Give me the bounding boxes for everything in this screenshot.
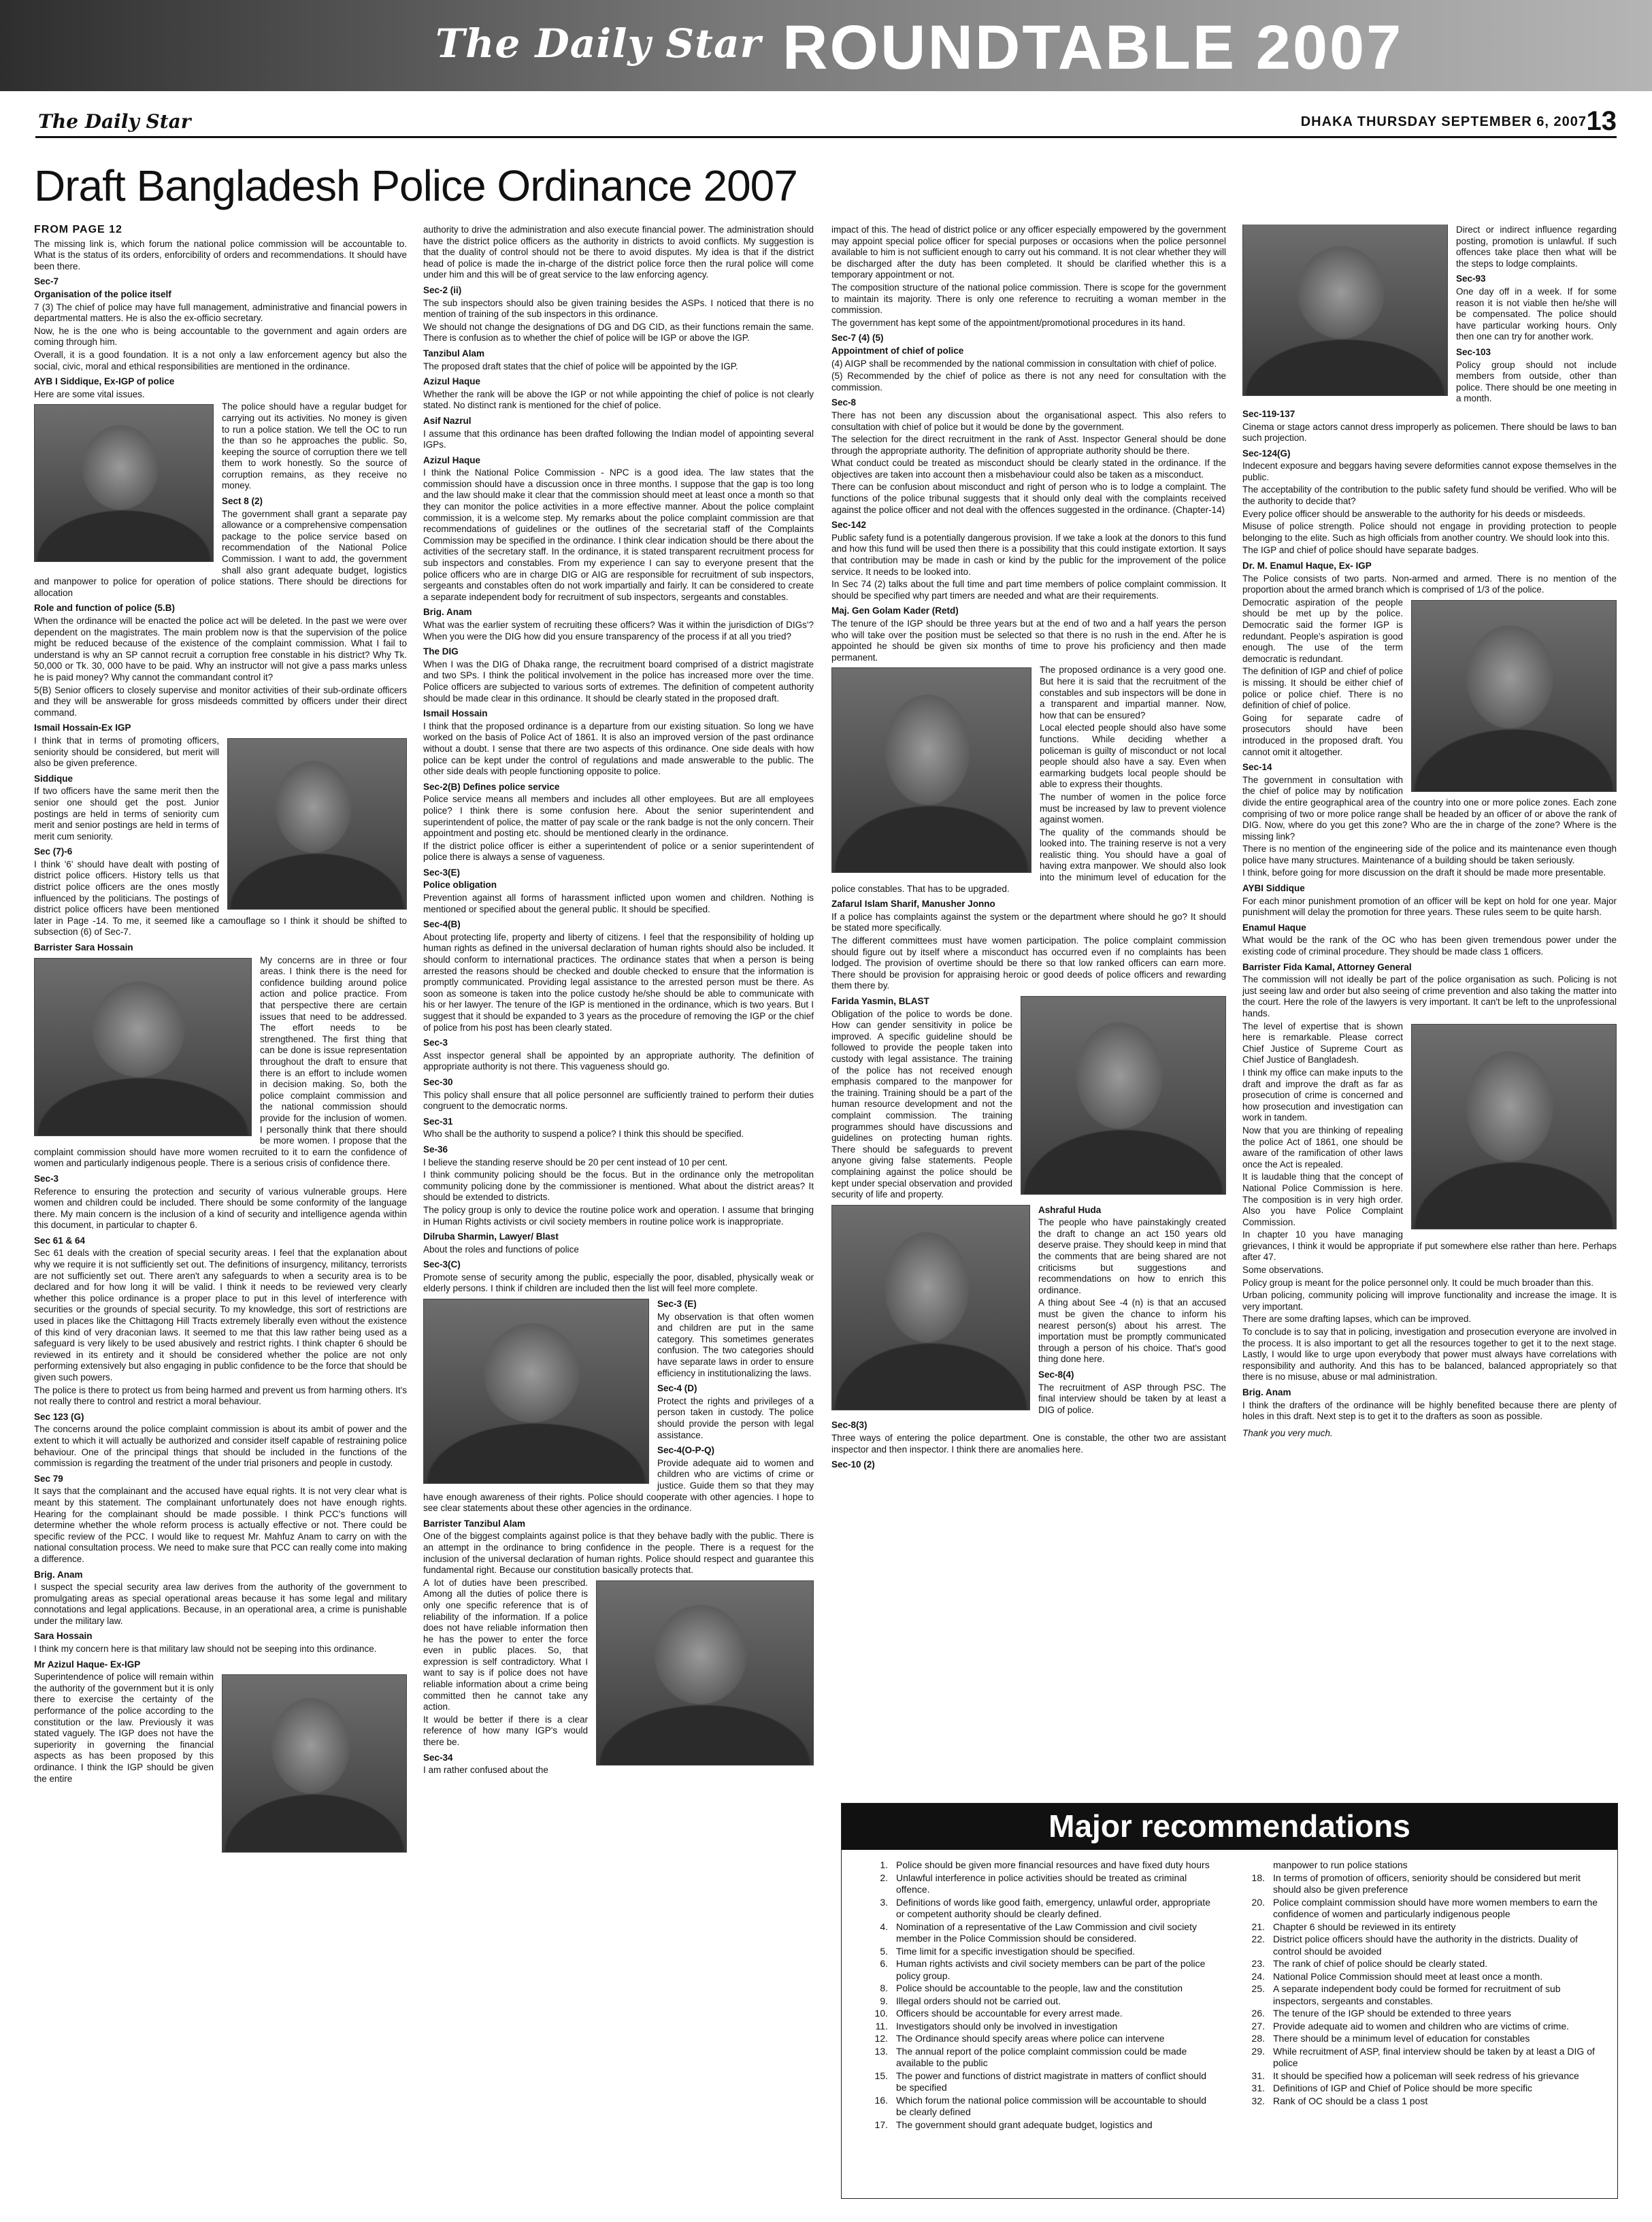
recommendation-item <box>858 2095 1219 2119</box>
paragraph: When I was the DIG of Dhaka range, the recruitment board comprised of a district magistrate and two SPs. I think the political involvement in the police has increased more over the time. Police officers are subjected to various sorts of extremes. The definition of competent authority should be made clear in this ordinance. It should be clearly stated in the proposed draft. <box>423 659 814 703</box>
recommendation-text: Police should be accountable to the people, law and the constitution <box>896 1983 1183 1993</box>
recommendation-item <box>858 2070 1219 2094</box>
recommendation-item <box>858 1872 1219 1896</box>
section-heading: Role and function of police (5.B) <box>34 603 175 614</box>
recommendation-text: The tenure of the IGP should be extended to three years <box>1273 2008 1511 2019</box>
speaker-name: Dilruba Sharmin, Lawyer/ Blast <box>423 1231 559 1242</box>
paragraph: The acceptability of the contribution to the public safety fund should be verified. Who will be the authority to decide that? <box>1242 484 1617 507</box>
speaker-photo <box>423 1299 649 1484</box>
paragraph: The people who have painstakingly created the draft to change an act 150 years old deserve praise. They should keep in mind that the comments that are being shared are not criticisms but suggestions and recommendations on how to enrich this ordinance. <box>1038 1217 1226 1295</box>
paragraph: The government shall grant a separate pay allowance or a comprehensive compensation package to the police service based on recommendation of the National Police Commission. I want to add, the government shall also grant adequate budget, logistics and manpower to police for operation of police stations. There should be directions for allocation <box>34 508 407 598</box>
speaker-name: Brig. Anam <box>423 607 472 618</box>
recommendation-text: Unlawful interference in police activities should be treated as criminal offence. <box>896 1872 1187 1895</box>
recommendation-number: 12. <box>874 2033 888 2044</box>
section-heading: Sec-14 <box>1242 762 1272 773</box>
recommendation-number: 4. <box>880 1921 888 1932</box>
speaker-name: Tanzibul Alam <box>423 348 485 359</box>
paragraph: The proposed ordinance is a very good one. But here it is said that the recruitment of the constables and sub inspectors will be done in a transparent and impartial manner. Now, how that can be ensured? <box>1040 665 1226 720</box>
recommendation-text: It should be specified how a policeman will seek redress of his grievance <box>1273 2070 1579 2081</box>
section-heading: Sec-8(4) <box>1038 1370 1074 1380</box>
recommendation-item <box>1235 1934 1602 1957</box>
paragraph: Now that you are thinking of repealing the police Act of 1861, one should be aware of the ramification of other laws once the Act is repealed. <box>1242 1125 1403 1170</box>
paragraph: The commission will not ideally be part of the police organisation as such. Policing is not just seeing law and order but also seeing of crime prevention and also taking the matter into the court. Here the role of the lawyers is very important. It can't be left to the unprofessional hands. <box>1242 974 1617 1018</box>
recommendation-item <box>1235 2070 1602 2083</box>
speaker-name: Ismail Hossain-Ex IGP <box>34 723 131 733</box>
paragraph: One day off in a week. If for some reason it is not viable then he/she will be compensated. The police should have particular working hours. Only then one can try for another work. <box>1456 286 1617 342</box>
recommendation-text: Police complaint commission should have more women members to earn the confidence of women and particularly indigenous people <box>1273 1896 1598 1919</box>
paragraph: The concerns around the police complaint commission is about its ambit of power and the extent to which it will actually be authorized and consider itself capable of restraining police behaviour. One of the principal things that should be included in the functions of the commission is regarding the treatment of the under trial prisoners and people in custody. <box>34 1424 407 1469</box>
recommendation-number: 23. <box>1251 1958 1265 1969</box>
section-heading: Sec 123 (G) <box>34 1411 84 1422</box>
recommendation-item <box>858 1946 1219 1958</box>
speaker-name: Dr. M. Enamul Haque, Ex- IGP <box>1242 561 1372 571</box>
paragraph: When the ordinance will be enacted the police act will be deleted. In the past we were over dependent on the magistrates. The main problem now is that the supervision of the police might be reduced because of the existence of the complaint commission. What I fail to understand is why an SP cannot recruit a corruption free constable in his district? Why Tk. 50,000 or Tk. 30, 000 have to be paid. Why an instructor will not give a pass marks unless he is paid money? Why cannot the commandant control it? <box>34 616 407 682</box>
section-heading: Sec-8(3) <box>831 1420 868 1431</box>
recommendation-item <box>858 1983 1219 1995</box>
speaker-photo <box>1411 600 1617 792</box>
paragraph: Sec 61 deals with the creation of special security areas. I feel that the explanation about why we require it is not sufficiently set out. The definitions of insurgency, militancy, terrorists are not sufficiently set out. There aren't any safeguards to when a security area is to be declared and for how long it will be valid. I think it needs to be reviewed very clearly whether this police ordinance is a proper place to put in this level of interference with securities or the grounds of special security. To my knowledge, this sort of restrictions are used in places like the Chittagong Hill Tracts extremely liberally even without the existence of this kind of very draconian laws. It seemed to me that this law rather being used as a safeguard is very likely to be used abusively and restrict rights. I think chapter 6 should be reviewed in its entirety and it should be considered whether the police are not only performing extensively but also engaging in public confidence to be the force that should be given such powers. <box>34 1248 407 1382</box>
paragraph: Every police officer should be answerable to the authority for his deeds or misdeeds. <box>1242 508 1586 519</box>
paragraph: Going for separate cadre of prosecutors should have been introduced in the proposed draft. You cannot omit it altogether. <box>1242 712 1403 757</box>
paragraph: (4) AIGP shall be recommended by the national commission in consultation with chief of police. <box>831 358 1217 369</box>
speaker-name: AYBI Siddique <box>1242 883 1305 894</box>
speaker-name: Ashraful Huda <box>1038 1204 1102 1215</box>
recommendations-title: Major recommendations <box>842 1804 1617 1850</box>
paragraph: There can be confusion about misconduct and right of person who is to lodge a complaint. The functions of the police tribunal suggests that it should only deal with the complaints received against the police officer and not deal with the offences suggested in the ordinance. (Chapter-14) <box>831 482 1226 515</box>
recommendation-number: 20. <box>1251 1896 1265 1908</box>
recommendation-number: 18. <box>1251 1872 1265 1883</box>
recommendation-item <box>858 1995 1219 2008</box>
article-headline: Draft Bangladesh Police Ordinance 2007 <box>34 161 797 210</box>
recommendation-number: 31. <box>1251 2083 1265 2093</box>
section-heading: Sec (7)-6 <box>34 846 73 857</box>
recommendation-number: 10. <box>874 2008 888 2019</box>
recommendation-text: Which forum the national police commission will be accountable to should be clearly defined <box>896 2094 1207 2117</box>
section-heading: Sec-142 <box>831 520 867 531</box>
paragraph: Protect the rights and privileges of a person taken in custody. The police should provide the person with legal assistance. <box>657 1395 814 1440</box>
recommendation-number: 9. <box>880 1995 888 2006</box>
section-heading: Sec-30 <box>423 1076 453 1087</box>
paragraph: Provide adequate aid to women and children who are victims of crime or justice. Guide them so that they may have enough awareness of their rights. Police should cooperate with other agencies. I hope to see clear statements about these other agencies in the ordinance. <box>423 1457 814 1514</box>
page-number: 13 <box>1586 106 1617 136</box>
paragraph: It says that the complainant and the accused have equal rights. It is not very clear what is meant by this statement. The complainant unfortunately does not have enough rights. Hearing for the complainant should be made possible. I think PCC's functions will determine whether the whole reform process is actually effective or not. There could be specific review of the PCC. I would like to request Mr. Mahfuz Anam to carry on with the national consultation process. We need to make sure that PCC can really come into making a difference. <box>34 1486 407 1564</box>
paragraph: (5) Recommended by the chief of police as there is not any need for consultation with the commission. <box>831 371 1226 393</box>
speaker-name: Mr Azizul Haque- Ex-IGP <box>34 1659 141 1670</box>
section-heading: Sec-3(E) <box>423 867 461 878</box>
section-heading: Se-36 <box>423 1144 448 1155</box>
paragraph: Some observations. <box>1242 1265 1324 1276</box>
recommendation-item <box>1235 1859 1602 1872</box>
paragraph: One of the biggest complaints against police is that they behave badly with the public. There is an attempt in the ordinance to bring confidence in the people. There is a request for the inclusion of the universal declaration of human rights. Police should respect and guarantee this fundamental right. Because our constitution basically protects that. <box>423 1531 814 1576</box>
paragraph: A thing about See -4 (n) is that an accused must be given the chance to inform his nearest person(s) about his arrest. The importation must be promptly communicated through a person of his choice. That's good thing done here. <box>1038 1297 1226 1365</box>
section-heading: Sec-4 (D) <box>657 1383 697 1394</box>
section-heading: Sec-103 <box>1456 346 1491 357</box>
recommendation-number: 11. <box>875 2020 888 2032</box>
small-newspaper-logo: The Daily Star <box>38 110 191 133</box>
section-heading: Sec 61 & 64 <box>34 1235 86 1246</box>
article-column-3 <box>831 225 1226 1789</box>
recommendation-item <box>858 2119 1219 2132</box>
paragraph: The IGP and chief of police should have separate badges. <box>1242 545 1479 556</box>
recommendation-text: Provide adequate aid to women and children who are victims of crime. <box>1273 2020 1569 2032</box>
paragraph: I think the National Police Commission - NPC is a good idea. The law states that the commission should have a discussion once in three months. I suppose that the gap is too long and the law should make it clear that the commission should meet at least once a month so that they can monitor the police activities in a more effective manner. About the police complaint commission, it is a welcome step. My remarks about the police complaint commission are that recommendations of guidelines or the outlines of the secretarial staff of the Complaints Commission may be specified in the ordinance. I think clear indication should be there about the activities of the secretary staff. In the ordinance, it is stated transparent recruitment process for sub inspectors and constables. From my experience I can say to everyone present that the police officers who are in charge DIG or AIG are responsible for recruitment of sub inspectors, sergeants and constables often do not work impartially and fairly. It can be considered to create a separate independent body for recruitment of sub inspectors, sergeants and constables. <box>423 467 814 602</box>
recommendation-text: The rank of chief of police should be clearly stated. <box>1273 1958 1488 1969</box>
paragraph: The level of expertise that is shown here is remarkable. Please correct Chief Justice of Supreme Court as Chief Justice of Bangladesh. <box>1242 1021 1403 1065</box>
paragraph: The selection for the direct recruitment in the rank of Asst. Inspector General should be done through the appropriate authority. The definition of appropriate authority should be there. <box>831 434 1226 456</box>
recommendation-text: Illegal orders should not be carried out. <box>896 1995 1061 2006</box>
paragraph: Superintendence of police will remain within the authority of the government but it is only there to exercise the certainty of the performance of the police according to the constitution or the law. Previously it was stated vaguely. The IGP does not have the superiority in governing the financial aspects as has been proposed by this ordinance. I think the IGP should be given the entire <box>34 1672 214 1784</box>
speaker-photo <box>227 738 407 910</box>
page-header-bar <box>35 106 1617 138</box>
recommendation-number: 21. <box>1251 1921 1265 1932</box>
paragraph: My observation is that often women and children are put in the same category. This sometimes generates confusion. The two categories should have separate laws in order to ensure efficiency in institutionalizing the laws. <box>657 1311 814 1378</box>
speaker-name: Sara Hossain <box>34 1631 93 1642</box>
paragraph: 5(B) Senior officers to closely supervise and monitor activities of their sub-ordinate officers and they will be answerable for gross misdeeds committed by officers under their direct command. <box>34 684 407 718</box>
recommendation-item <box>858 2021 1219 2033</box>
recommendation-number: 31. <box>1251 2070 1265 2081</box>
paragraph: Police service means all members and includes all other employees. But are all employees police? I think there is some confusion here. About the senior superintendent and superintendent of police, the matter of pay scale or the rank badge is not the only concern. Their appointment and posting etc. should be mentioned clearly in the ordinance. <box>423 794 814 839</box>
recommendation-item <box>1235 2046 1602 2070</box>
section-heading: Sec-2 (ii) <box>423 284 462 295</box>
paragraph: It would be better if there is a clear reference of how many IGP's would there be. <box>423 1714 588 1748</box>
section-heading: Sec-93 <box>1456 273 1486 284</box>
paragraph: The Police consists of two parts. Non-armed and armed. There is no mention of the proportion about the armed branch which is comprised of 1/3 of the police. <box>1242 573 1617 595</box>
paragraph: Now, he is the one who is being accountable to the government and again orders are coming through him. <box>34 325 407 348</box>
speaker-name: AYB I Siddique, Ex-IGP of police <box>34 376 175 387</box>
paragraph: Obligation of the police to words be done. How can gender sensitivity in police be improved. A specific guideline should be followed to provide the people taken into custody with legal assistance. The training of the police has not received enough emphasis compared to the manpower for the training. Training should be a part of the human resource development and not the complaint commission. The training programmes should have discussions and guidelines on protecting human rights. There should be safeguards to prevent anyone giving false statements. People complaining against the police should be kept under special observation and provided security of life and property. <box>831 1008 1012 1200</box>
paragraph: About the roles and functions of police <box>423 1244 579 1255</box>
recommendation-text: Officers should be accountable for every arrest made. <box>896 2008 1123 2019</box>
continuation-label: FROM PAGE 12 <box>34 225 122 235</box>
recommendation-text: The government should grant adequate budget, logistics and <box>896 2119 1153 2130</box>
paragraph: What conduct could be treated as misconduct should be clearly stated in the ordinance. If the objectives are taken into account then a misbehaviour could also be taken as a misconduct. <box>831 458 1226 480</box>
paragraph: The policy group is only to device the routine police work and operation. I assume that bringing in Human Rights activists or civil society members in routine police work is inappropriate. <box>423 1204 814 1227</box>
paragraph: I think my office can make inputs to the draft and improve the draft as far as prosecution of crime is concerned and how prosecution and investigation can work in tandem. <box>1242 1067 1403 1123</box>
recommendation-number: 16. <box>874 2094 888 2106</box>
recommendation-item <box>1235 2021 1602 2033</box>
recommendation-text: In terms of promotion of officers, seniority should be considered but merit should also be given preference <box>1273 1872 1581 1895</box>
section-heading: Sec-2(B) Defines police service <box>423 781 560 792</box>
section-heading: Sec-7 (4) (5) <box>831 333 884 344</box>
paragraph: Local elected people should also have some functions. While deciding whether a policeman is guilty of misconduct or not local people should also have a say. Even when earmarking budgets local people should be able to express their thoughts. <box>1040 723 1226 790</box>
paragraph: I think that the proposed ordinance is a departure from our existing situation. So long we have worked on the basis of Police Act of 1861. It is also an improved version of the past ordinance without a doubt. I sense that there are two aspects of this ordinance. One side deals with how police can be kept under the control of regulations and made answerable to the public. The other side deals with people functioning opposite to police. <box>423 720 814 777</box>
section-heading: Sec-3 <box>34 1173 59 1184</box>
recommendation-item <box>1235 1983 1602 2007</box>
recommendation-text: A separate independent body could be formed for recruitment of sub inspectors, sergeants and constables. <box>1273 1983 1561 2006</box>
speaker-name: Farida Yasmin, BLAST <box>831 996 929 1006</box>
recommendation-text: The Ordinance should specify areas where police can intervene <box>896 2033 1165 2044</box>
paragraph: The quality of the commands should be looked into. The training reserve is not a very realistic thing. You should have a goal of having extra manpower. We should also look into the minimum level of education for the police constables. That has to be upgraded. <box>831 827 1226 894</box>
recommendation-item <box>1235 1921 1602 1934</box>
paragraph: I think community policing should be the focus. But in the ordinance only the metropolitan community policing done by the commissioner is mentioned. What about the district areas? It should be extended to districts. <box>423 1170 814 1203</box>
recommendation-text: Time limit for a specific investigation should be specified. <box>896 1945 1136 1957</box>
recommendation-text: Rank of OC should be a class 1 post <box>1273 2095 1428 2106</box>
paragraph: The composition structure of the national police commission. There is scope for the government to maintain its majority. There is only one reference to recruiting a woman member in the commission. <box>831 282 1226 316</box>
speaker-name: Azizul Haque <box>423 376 481 387</box>
paragraph: In chapter 10 you have managing grievances, I think it would be appropriate if put somewhere else rather than here. Perhaps after 47. <box>1242 1229 1617 1263</box>
paragraph: Democratic aspiration of the people should be met up by the police. Democratic said the former IGP is redundant. People's aspiration is good enough. The use of the term democratic is redundant. <box>1242 597 1403 664</box>
paragraph: I assume that this ordinance has been drafted following the Indian model of appointing several IGPs. <box>423 428 814 450</box>
section-heading: Sec-3 <box>423 1038 448 1048</box>
section-heading: Sec-119-137 <box>1242 408 1295 419</box>
paragraph: The tenure of the IGP should be three years but at the end of two and a half years the person who will take over the position must be selected so that there is no rush in the end. After he is appointed he should be given six months of time to prove his proficiency and then made permanent. <box>831 618 1226 663</box>
recommendation-number: 27. <box>1251 2020 1265 2032</box>
paragraph: Policy group should not include members from outside, other than police. There should be one meeting in a month. <box>1456 359 1617 404</box>
speaker-name: Asif Nazrul <box>423 415 472 426</box>
recommendation-number: 25. <box>1251 1983 1265 1994</box>
paragraph: Policy group is meant for the police personnel only. It could be much broader than this. <box>1242 1277 1594 1288</box>
recommendation-item <box>1235 2008 1602 2020</box>
speaker-name: Enamul Haque <box>1242 922 1306 933</box>
recommendations-list-left <box>858 1859 1219 2132</box>
section-heading: Police obligation <box>423 880 497 891</box>
paragraph: I believe the standing reserve should be 20 per cent instead of 10 per cent. <box>423 1157 728 1167</box>
recommendation-text: Definitions of words like good faith, emergency, unlawful order, appropriate or competent authority should be clearly defined. <box>896 1896 1210 1919</box>
recommendation-item <box>858 1897 1219 1921</box>
section-heading: Sec-124(G) <box>1242 448 1291 459</box>
paragraph: The different committees must have women participation. The police complaint commission should figure out by itself where a misconduct has occurred even if no complaints has been lodged. The provision of overtime should be there so that low ranked officers can earn more. There should be provision for appraising heroic or good deeds of police officers and rewarding them there by. <box>831 935 1226 991</box>
paragraph: I think the drafters of the ordinance will be highly benefited because there are plenty of holes in this draft. Next step is to get it to the drafters as soon as possible. <box>1242 1399 1617 1422</box>
paragraph: If the district police officer is either a superintendent of police or a senior superintendent of police there is always a sense of vagueness. <box>423 840 814 863</box>
speaker-name: Barrister Sara Hossain <box>34 942 133 953</box>
speaker-name: Maj. Gen Golam Kader (Retd) <box>831 606 959 616</box>
section-heading: Organisation of the police itself <box>34 288 171 299</box>
section-heading: Sec 79 <box>34 1473 63 1484</box>
section-heading: Sec-34 <box>423 1752 453 1763</box>
paragraph: If two officers have the same merit then the senior one should get the post. Junior postings are held in terms of seniority cum merit and senior postings are held in terms of merit cum seniority. <box>34 786 219 842</box>
paragraph: It is laudable thing that the concept of National Police Commission is here. The composition is in very high order. Also you have Police Complaint Commission. <box>1242 1172 1403 1227</box>
speaker-name: Ismail Hossain <box>423 708 488 719</box>
recommendation-item <box>858 1859 1219 1872</box>
recommendation-number: 17. <box>874 2119 888 2130</box>
speaker-name: Siddique <box>34 773 73 784</box>
paragraph: Public safety fund is a potentially dangerous provision. If we take a look at the donors to this fund and how this fund will be used then there is a possibility that this could instigate extortion. It says that contribution may be made in cash or kind by the public for the improvement of the police service. It needs to be looked into. <box>831 532 1226 577</box>
paragraph: There is no mention of the engineering side of the police and its maintenance even though police have many structures. Maintenance of a building should be taken seriously. <box>1242 844 1617 865</box>
recommendation-text: While recruitment of ASP, final interview should be taken by at least a DIG of police <box>1273 2045 1595 2068</box>
recommendation-item <box>1235 1897 1602 1921</box>
recommendation-text: Investigators should only be involved in investigation <box>896 2020 1118 2032</box>
paragraph: If a police has complaints against the system or the department where should he go? It should be stated more specifically. <box>831 911 1226 933</box>
paragraph: For each minor punishment promotion of an officer will be kept on hold for one year. Major punishment will delay the promotion for three years. These rules seem to be quite harsh. <box>1242 895 1617 918</box>
recommendation-number: 8. <box>880 1983 888 1993</box>
recommendation-number: 6. <box>880 1958 888 1969</box>
recommendation-number: 1. <box>880 1859 888 1870</box>
recommendation-number: 24. <box>1251 1970 1265 1982</box>
recommendation-item <box>1235 2033 1602 2045</box>
article-column-4 <box>1242 225 1617 1789</box>
section-heading: Sec-3(C) <box>423 1259 461 1270</box>
paragraph: Direct or indirect influence regarding posting, promotion is unlawful. If such offences take place then what will be the steps to lodge complaints. <box>1456 225 1617 269</box>
paragraph: impact of this. The head of district police or any officer especially empowered by the government may appoint special police officer for special purposes or occasions when the police personnel available to him is not sufficient enough to carry out his command. It is not clear whether they will be discharged after the duty has been completed. It should be clarified whether this is a temporary appointment or not. <box>831 225 1226 280</box>
article-column-2 <box>423 225 814 2198</box>
recommendation-text: District police officers should have the authority in the districts. Duality of control should be avoided <box>1273 1934 1578 1957</box>
paragraph: Indecent exposure and beggars having severe deformities cannot expose themselves in the public. <box>1242 461 1617 482</box>
article-column-1 <box>34 225 407 2198</box>
paragraph: We should not change the designations of DG and DG CID, as their functions remain the same. There is confusion as to whether the chief of police will be IGP or above the IGP. <box>423 321 814 344</box>
section-heading: Sec-7 <box>34 276 59 287</box>
speaker-name: Brig. Anam <box>34 1569 83 1580</box>
paragraph: My concerns are in three or four areas. I think there is the need for confidence building around police action and police practice. From that perspective there are certain issues that need to be addressed. The effort needs to be strengthened. The first thing that can be done is issue representation throughout the draft to ensure that there is an effort to include women in decision making. So, both the police complaint commission and the national commission should provide for the inclusion of women. I personally think that there should be more women. I propose that the complaint commission should have more women recruited to it to earn the confidence of women and particularly indigenous people. There is a serious crisis of confidence there. <box>34 955 407 1169</box>
speaker-photo <box>1242 225 1448 396</box>
recommendation-text: The annual report of the police complaint commission could be made available to the public <box>896 2045 1187 2068</box>
speaker-name: Azizul Haque <box>423 454 481 465</box>
recommendation-number: 26. <box>1251 2008 1265 2019</box>
paragraph: I think that in terms of promoting officers, seniority should be considered, but merit will also be given preference. <box>34 735 219 769</box>
section-heading: Sec-8 <box>831 397 857 408</box>
paragraph: To conclude is to say that in policing, investigation and prosecution everyone are involved in the process. It is also important to get all the resources together to get it to the next stage. Lastly, I would like to urge upon everybody that power must always have correlations with responsibility and authority. And this has to be balanced, balanced appropriately so that there is no misuse, abuse or mal administration. <box>1242 1327 1617 1382</box>
paragraph: There has not been any discussion about the organisational aspect. This also refers to consultation with chief of police but it would be done by the government. <box>831 410 1226 432</box>
speaker-photo <box>1021 996 1226 1195</box>
recommendation-text: Chapter 6 should be reviewed in its entirety <box>1273 1921 1456 1932</box>
paragraph: The police should have a regular budget for carrying out its activities. No money is given to run a police station. We tell the OC to run the than so he approaches the public. So, keeping the source of corruption there we tell them to work honestly. So the source of corruption remains, as they receive no money. <box>222 401 407 491</box>
recommendation-text: The power and functions of district magistrate in matters of conflict should be specified <box>896 2070 1206 2093</box>
section-heading: Sec-4(O-P-Q) <box>657 1445 715 1456</box>
paragraph: A lot of duties have been prescribed. Among all the duties of police there is only one specific reference that is of reliability of the information. If a police does not have reliable information then he has the power to enter the force even in public places. So, that expression is self contradictory. What I want to say is if police does not have reliable information about a crime being committed then he cannot take any action. <box>423 1577 588 1712</box>
paragraph: I think, before going for more discussion on the draft it should be made more presentable. <box>1242 867 1606 878</box>
recommendation-number: 15. <box>874 2070 888 2081</box>
recommendation-text: There should be a minimum level of education for constables <box>1273 2033 1530 2044</box>
paragraph: Here are some vital issues. <box>34 388 145 399</box>
paragraph: This policy shall ensure that all police personnel are sufficiently trained to perform their duties congruent to the democratic norms. <box>423 1089 814 1112</box>
paragraph: Promote sense of security among the public, especially the poor, disabled, physically weak or elderly persons. I think if children are included then the list will feel more complete. <box>423 1272 814 1294</box>
paragraph: Misuse of police strength. Police should not engage in providing protection to people belonging to the elite. Such as high officials from another country. We should look into this. <box>1242 521 1617 543</box>
paragraph: Asst inspector general shall be appointed by an appropriate authority. The definition of appropriate authority is not there. This vagueness should go. <box>423 1050 814 1072</box>
paragraph: Overall, it is a good foundation. It is a not only a law enforcement agency but also the social, civic, moral and ethical responsibilities are mentioned in the ordinance. <box>34 349 407 371</box>
paragraph: The recruitment of ASP through PSC. The final interview should be taken by at least a DIG of police. <box>1038 1382 1226 1415</box>
paragraph: About protecting life, property and liberty of citizens. I feel that the responsibility of holding up human rights as defined in the universal declaration of human rights should also be included. It should conform to international practices. The ordinance states that when a person is being arrested the reasons should be checked and double checked to ensure that the information is promptly communicated. Providing legal assistance to the arrested person must be there. As soon as someone is taken into the police custody he/she should be able to communicate with his or her lawyer. The tenure of the IGP is mentioned in the ordinance, which is two years. But I suggest that it should be expanded to 3 years as the procedure of removing the IGP or the chief of police from his post has been clearly stated. <box>423 931 814 1033</box>
recommendation-item <box>858 2008 1219 2020</box>
paragraph: authority to drive the administration and also execute financial power. The administration should have the district police officers as the authority in districts to avoid conflicts. My suggestion is that the duality of control should not be there to avoid disputes. My idea is that if the district head of police is made the in-charge of the district police force then the rural police will come under him and this will be of great service to the law enforcing agency. <box>423 225 814 280</box>
recommendation-text: Definitions of IGP and Chief of Police should be more specific <box>1273 2083 1533 2093</box>
paragraph: Urban policing, community policing will improve functionality and increase the image. It is very important. <box>1242 1290 1617 1312</box>
paragraph: In Sec 74 (2) talks about the full time and part time members of police complaint commission. It should be specified why part timers are needed and what are their requirements. <box>831 579 1226 601</box>
dateline: DHAKA THURSDAY SEPTEMBER 6, 2007 <box>1300 114 1587 129</box>
recommendation-number: 22. <box>1251 1934 1265 1944</box>
section-heading: Sec-31 <box>423 1116 453 1127</box>
speaker-photo <box>34 958 252 1136</box>
recommendation-item <box>858 1921 1219 1945</box>
newspaper-logo: The Daily Star <box>435 20 762 67</box>
speaker-name: Barrister Fida Kamal, Attorney General <box>1242 961 1412 972</box>
paragraph: 7 (3) The chief of police may have full management, administrative and financial powers in departmental matters. He is also the ex-officio secretary. <box>34 301 407 324</box>
recommendation-number: 5. <box>880 1945 888 1957</box>
paragraph: The government has kept some of the appointment/promotional procedures in its hand. <box>831 317 1186 328</box>
speaker-photo <box>831 1205 1030 1410</box>
recommendation-text: manpower to run police stations <box>1273 1859 1408 1870</box>
speaker-photo <box>596 1580 814 1765</box>
paragraph: Cinema or stage actors cannot dress improperly as policemen. There should be laws to ban such projection. <box>1242 421 1617 444</box>
speaker-name: Barrister Tanzibul Alam <box>423 1518 526 1529</box>
speaker-name: The DIG <box>423 646 459 657</box>
section-heading: Sec-4(B) <box>423 919 461 930</box>
speaker-name: Zafarul Islam Sharif, Manusher Jonno <box>831 899 995 910</box>
speaker-photo <box>222 1674 407 1853</box>
recommendation-text: Human rights activists and civil society members can be part of the police policy group. <box>896 1958 1206 1981</box>
recommendation-text: Police should be given more financial resources and have fixed duty hours <box>896 1859 1210 1870</box>
recommendation-item <box>858 1958 1219 1982</box>
paragraph: Who shall be the authority to suspend a police? I think this should be specified. <box>423 1129 744 1140</box>
section-heading: Appointment of chief of police <box>831 345 964 356</box>
recommendation-item <box>1235 1971 1602 1983</box>
speaker-photo <box>831 667 1031 873</box>
recommendation-text: Nomination of a representative of the Law Commission and civil society member in the Police Commission should be considered. <box>896 1921 1197 1944</box>
paragraph: The police is there to protect us from being harmed and prevent us from harming others. It's not really there to control and restrict a moral behaviour. <box>34 1384 407 1407</box>
paragraph: The proposed draft states that the chief of police will be appointed by the IGP. <box>423 361 738 371</box>
recommendation-item <box>1235 1958 1602 1970</box>
paragraph: Whether the rank will be above the IGP or not while appointing the chief of police is not clearly stated. No distinct rank is mentioned for the chief of police. <box>423 388 814 411</box>
speaker-photo <box>1411 1024 1617 1229</box>
paragraph: The definition of IGP and chief of police is missing. It should be either chief of police or police chief. There is no definition of chief of police. <box>1242 666 1403 711</box>
masthead-banner <box>0 0 1652 91</box>
paragraph: I suspect the special security area law derives from the authority of the government to promulgating areas as special operational areas because it has some legal and military connotations and legal applications. Because, in an operational area, a crime is punishable under the military law. <box>34 1582 407 1626</box>
recommendation-number: 32. <box>1251 2095 1265 2106</box>
section-heading: Sec-3 (E) <box>657 1299 697 1310</box>
recommendation-item <box>1235 2083 1602 2095</box>
section-heading: Sec-10 (2) <box>831 1459 875 1470</box>
paragraph: Reference to ensuring the protection and security of various vulnerable groups. Here women and children could be included. There should be some conformity of the language there. My main concern is the inclusion of a kind of security and intelligence agenda within this document, in particular to chapter 6. <box>34 1186 407 1231</box>
recommendations-box <box>841 1803 1618 2199</box>
paragraph: Prevention against all forms of harassment inflicted upon women and children. Nothing is mentioned or specified about the general public. It should be specified. <box>423 893 814 914</box>
paragraph: What would be the rank of the OC who has been given tremendous power under the existing code of criminal procedure. They should be made class 1 officers. <box>1242 935 1617 957</box>
recommendation-item <box>858 2046 1219 2070</box>
paragraph: The government in consultation with the chief of police may by notification divide the entire geographical area of the country into one or more police zones. Each zone comprising of two or more police range shall be headed by an officer of or above the rank of DIG. Now, where do you get this zone? Who are the in charge of the zone? Where is the missing link? <box>1242 774 1617 842</box>
recommendation-number: 3. <box>880 1896 888 1908</box>
paragraph: Three ways of entering the police department. One is constable, the other two are assistant inspector and then inspector. I think there are anomalies here. <box>831 1432 1226 1455</box>
paragraph: I am rather confused about the <box>423 1765 548 1776</box>
recommendation-number: 28. <box>1251 2033 1265 2044</box>
paragraph: What was the earlier system of recruiting these officers? Was it within the jurisdiction of DIGs'? When you were the DIG how did you ensure transparency of the process if at all you tried? <box>423 620 814 642</box>
recommendation-text: National Police Commission should meet at least once a month. <box>1273 1970 1543 1982</box>
recommendation-item <box>858 2033 1219 2045</box>
speaker-name: Brig. Anam <box>1242 1387 1291 1397</box>
closing-note: Thank you very much. <box>1242 1427 1333 1438</box>
recommendation-number: 13. <box>874 2045 888 2057</box>
paragraph: The missing link is, which forum the national police commission will be accountable to. What is the status of its orders, enforcibility of orders and recommendations. It should have been there. <box>34 238 407 271</box>
recommendation-number: 2. <box>880 1872 888 1883</box>
paragraph: The sub inspectors should also be given training besides the ASPs. I noticed that there is no mention of training of the sub inspectors in this ordinance. <box>423 297 814 320</box>
section-heading: Sect 8 (2) <box>222 496 263 507</box>
recommendation-item <box>1235 2095 1602 2108</box>
paragraph: I think my concern here is that military law should not be seeping into this ordinance. <box>34 1644 377 1655</box>
paragraph: I think '6' should have dealt with posting of district police officers. History tells us that district police officers are the ones mostly influenced by the politicians. The postings of district police officers have been mentioned later in Page -14. To me, it seemed like a camouflage so I think it should be shifted to subsection (6) of Sec-7. <box>34 859 407 938</box>
speaker-photo <box>34 404 214 562</box>
paragraph: The number of women in the police force must be increased by law to prevent violence against women. <box>1040 791 1226 825</box>
paragraph: There are some drafting lapses, which can be improved. <box>1242 1314 1472 1325</box>
recommendation-item <box>1235 1872 1602 1896</box>
recommendation-number: 29. <box>1251 2045 1265 2057</box>
recommendations-list-right <box>1235 1859 1602 2108</box>
section-title: ROUNDTABLE 2007 <box>782 13 1404 82</box>
